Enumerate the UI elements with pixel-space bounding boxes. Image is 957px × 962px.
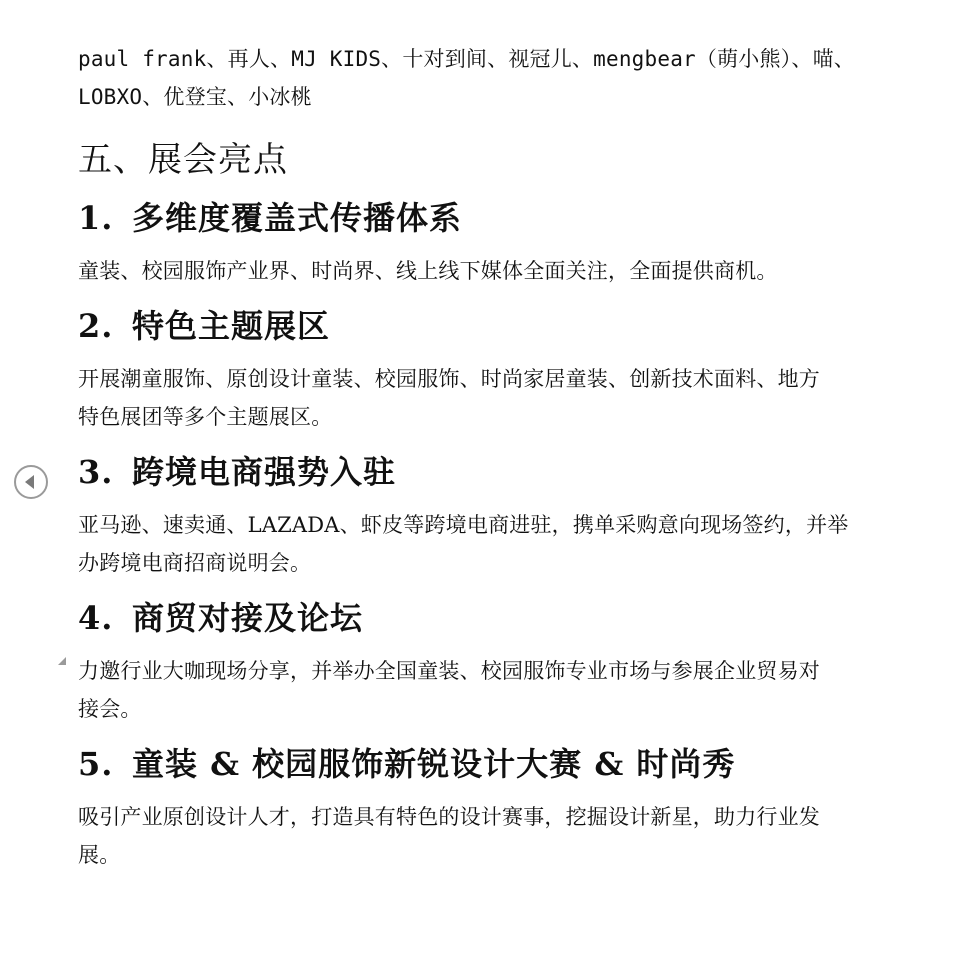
highlight-number: 2. [78, 307, 114, 345]
highlight-body-line: 童装、校园服饰产业界、时尚界、线上线下媒体全面关注，全面提供商机。 [78, 259, 778, 283]
highlight-body-line: 特色展团等多个主题展区。 [78, 405, 333, 429]
highlight-heading-3 [78, 452, 923, 492]
section-title: 五、展会亮点 [78, 140, 288, 180]
highlight-body-line: 展。 [78, 843, 121, 867]
highlight-title: 商贸对接及论坛 [132, 599, 364, 637]
highlight-body-line: 吸引产业原创设计人才，打造具有特色的设计赛事，挖掘设计新星，助力行业发 [78, 805, 820, 829]
highlight-title: 特色主题展区 [132, 307, 331, 345]
intro-brands-line-2: LOBXO、优登宝、小冰桃 [78, 85, 312, 109]
highlight-heading-5 [78, 744, 923, 784]
back-arrow-circle-icon[interactable] [14, 465, 48, 499]
highlight-number: 3. [78, 453, 114, 491]
document-page [78, 40, 923, 874]
collapse-triangle-icon[interactable] [58, 657, 66, 665]
highlight-heading-2 [78, 306, 923, 346]
highlight-body-line: 开展潮童服饰、原创设计童装、校园服饰、时尚家居童装、创新技术面料、地方 [78, 367, 820, 391]
highlight-body-line: 亚马逊、速卖通、LAZADA、虾皮等跨境电商进驻，携单采购意向现场签约，并举 [78, 513, 849, 537]
intro-brands-line-1: paul frank、再人、MJ KIDS、十对到间、视冠儿、mengbear（萌小熊）、喵、 [78, 47, 855, 71]
highlight-body-line: 接会。 [78, 697, 142, 721]
highlight-title: 多维度覆盖式传播体系 [132, 199, 463, 237]
highlight-title: 跨境电商强势入驻 [132, 453, 397, 491]
highlight-number: 5. [78, 745, 114, 783]
highlight-body-line: 力邀行业大咖现场分享，并举办全国童装、校园服饰专业市场与参展企业贸易对 [78, 659, 820, 683]
highlight-heading-1 [78, 198, 923, 238]
highlight-number: 1. [78, 199, 114, 237]
highlight-body-line: 办跨境电商招商说明会。 [78, 551, 312, 575]
highlight-number: 4. [78, 599, 114, 637]
highlight-title: 童装 & 校园服饰新锐设计大赛 & 时尚秀 [132, 745, 736, 783]
highlight-heading-4 [78, 598, 923, 638]
